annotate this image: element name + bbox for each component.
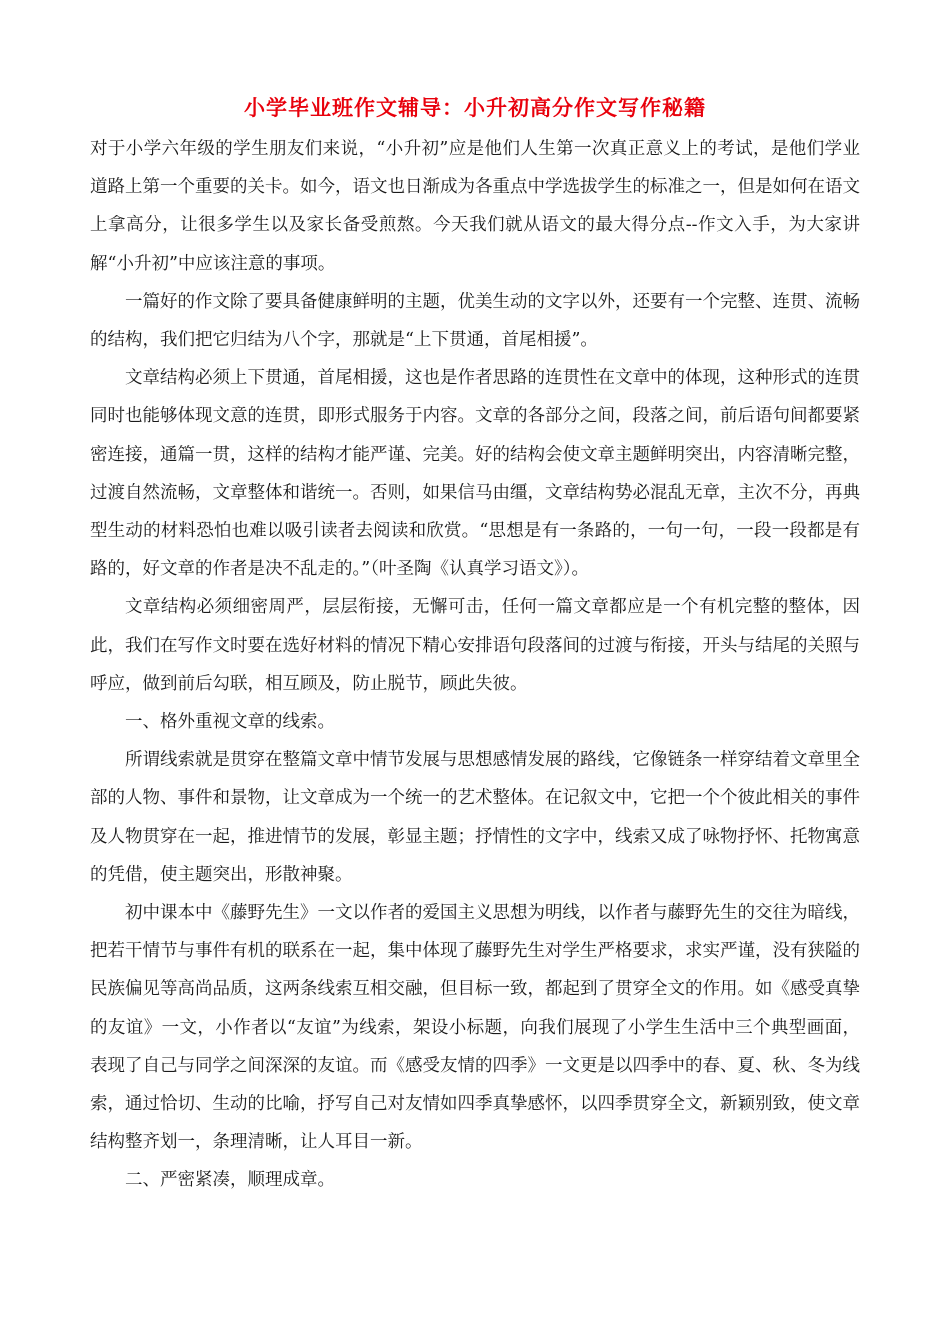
document-page [90, 92, 860, 1200]
section-heading-1: 一、格外重视文章的线索。 [125, 712, 335, 733]
paragraph-tight-structure: 文章结构必须细密周严，层层衔接，无懈可击，任何一篇文章都应是一个有机完整的整体，因此，我们在写作文时要在选好材料的情况下精心安排语句段落间的过渡与衔接，开头与结尾的关照与呼应，做到前后勾联，相互顾及，防止脱节，顾此失彼。 [90, 597, 860, 694]
paragraph-structure-summary: 一篇好的作文除了要具备健康鲜明的主题，优美生动的文字以外，还要有一个完整、连贯、流畅的结构，我们把它归结为八个字，那就是“上下贯通，首尾相援”。 [90, 291, 860, 351]
paragraph-clue-definition: 所谓线索就是贯穿在整篇文章中情节发展与思想感情发展的路线，它像链条一样穿结着文章里全部的人物、事件和景物，让文章成为一个统一的艺术整体。在记叙文中，它把一个个彼此相关的事件及人物贯穿在一起，推进情节的发展，彰显主题；抒情性的文字中，线索又成了咏物抒怀、托物寓意的凭借，使主题突出，形散神聚。 [90, 750, 860, 885]
paragraph-coherence: 文章结构必须上下贯通，首尾相援，这也是作者思路的连贯性在文章中的体现，这种形式的连贯同时也能够体现文意的连贯，即形式服务于内容。文章的各部分之间，段落之间，前后语句间都要紧密连接，通篇一贯，这样的结构才能严谨、完美。好的结构会使文章主题鲜明突出，内容清晰完整，过渡自然流畅，文章整体和谐统一。否则，如果信马由缰，文章结构势必混乱无章，主次不分，再典型生动的材料恐怕也难以吸引读者去阅读和欣赏。“思想是有一条路的，一句一句，一段一段都是有路的，好文章的作者是决不乱走的。”（叶圣陶《认真学习语文》）。 [90, 368, 860, 580]
paragraph-clue-examples: 初中课本中《藤野先生》一文以作者的爱国主义思想为明线，以作者与藤野先生的交往为暗线，把若干情节与事件有机的联系在一起，集中体现了藤野先生对学生严格要求，求实严谨，没有狭隘的民族偏见等高尚品质，这两条线索互相交融，但目标一致，都起到了贯穿全文的作用。如《感受真挚的友谊》一文，小作者以“友谊”为线索，架设小标题，向我们展现了小学生生活中三个典型画面，表现了自己与同学之间深深的友谊。而《感受友情的四季》一文更是以四季中的春、夏、秋、冬为线索，通过恰切、生动的比喻，抒写自己对友情如四季真挚感怀，以四季贯穿全文，新颖别致，使文章结构整齐划一，条理清晰，让人耳目一新。 [90, 903, 860, 1153]
document-title: 小学毕业班作文辅导：小升初高分作文写作秘籍 [244, 96, 706, 120]
paragraph-intro: 对于小学六年级的学生朋友们来说，“小升初”应是他们人生第一次真正意义上的考试，是他们学业道路上第一个重要的关卡。如今，语文也日渐成为各重点中学选拔学生的标准之一，但是如何在语文上拿高分，让很多学生以及家长备受煎熬。今天我们就从语文的最大得分点--作文入手，为大家讲解“小升初”中应该注意的事项。 [90, 139, 860, 274]
section-heading-2: 二、严密紧凑，顺理成章。 [125, 1170, 335, 1191]
